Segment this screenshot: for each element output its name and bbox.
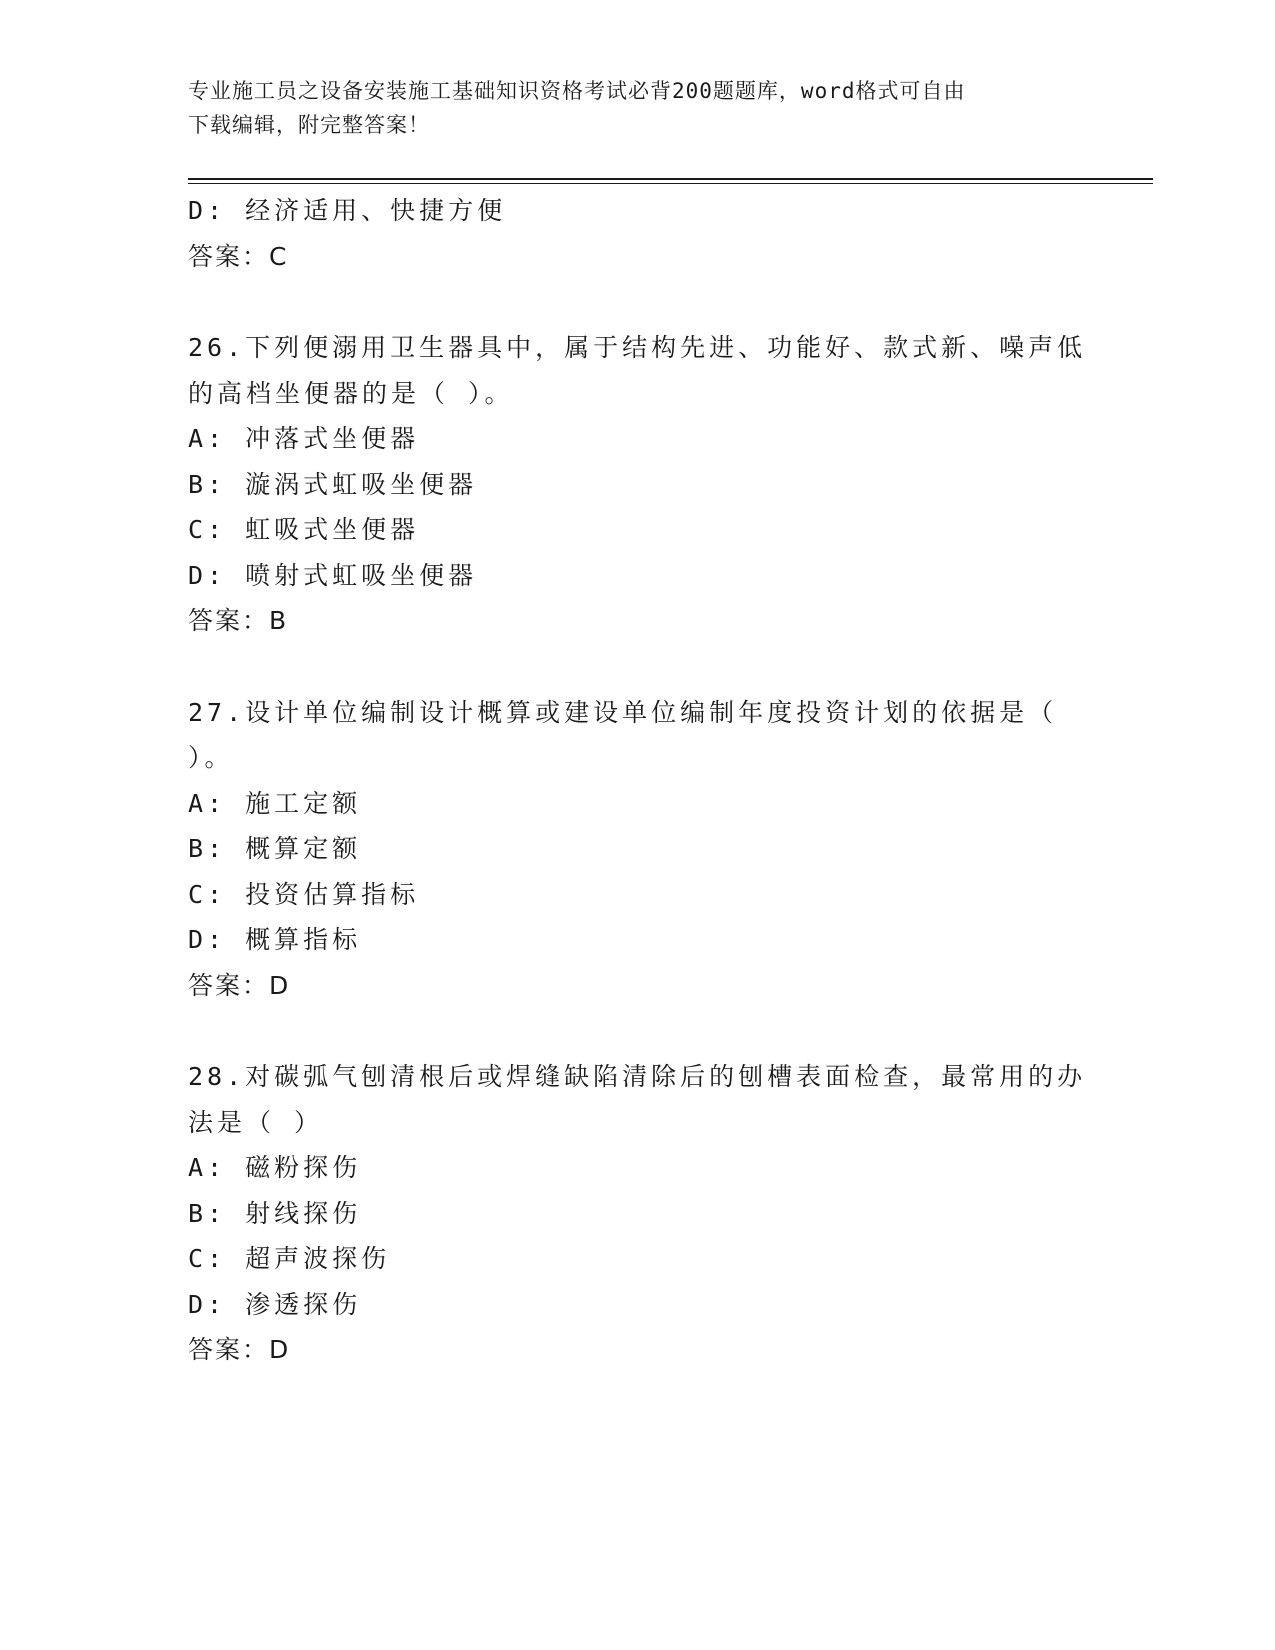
option-c: C: 超声波探伤 [188,1244,391,1273]
option-c: C: 投资估算指标 [188,879,420,909]
option-b: B: 漩涡式虹吸坐便器 [188,469,478,499]
header-line-2: 下载编辑，附完整答案！ [188,113,430,137]
option-a: A: 磁粉探伤 [188,1153,362,1182]
answer-line: 答案：B [188,606,289,635]
question-stem: 28.对碳弧气刨清根后或焊缝缺陷清除后的刨槽表面检查，最常用的办 [188,1062,1087,1091]
option-c: C: 虹吸式坐便器 [188,515,420,544]
previous-question-tail [188,188,1088,279]
question-stem: 26.下列便溺用卫生器具中，属于结构先进、功能好、款式新、噪声低 [188,333,1087,362]
answer-line: 答案：D [188,1335,291,1364]
page-header [188,74,1078,142]
question-27 [188,690,1088,1009]
option-d: D: 渗透探伤 [188,1289,362,1319]
answer-line: 答案：C [188,241,289,271]
option-d: D: 喷射式虹吸坐便器 [188,560,478,590]
header-divider-thick [188,178,1153,180]
question-list [188,188,1088,1373]
question-28 [188,1054,1088,1373]
question-stem: 27.设计单位编制设计概算或建设单位编制年度投资计划的依据是（ [188,697,1058,727]
option-d: D: 概算指标 [188,925,362,954]
header-line-1: 专业施工员之设备安装施工基础知识资格考试必背200题题库，word格式可自由 [188,79,966,103]
question-26 [188,325,1088,644]
option-a: A: 施工定额 [188,788,362,818]
option-d: D: 经济适用、快捷方便 [188,196,507,225]
option-b: B: 射线探伤 [188,1198,362,1228]
option-b: B: 概算定额 [188,834,362,863]
question-stem-continued: 法是（ ） [188,1107,324,1137]
header-divider-thin [188,183,1153,184]
question-stem-continued: ）。 [188,743,234,772]
option-a: A: 冲落式坐便器 [188,424,420,453]
question-stem-continued: 的高档坐便器的是（ ）。 [188,378,514,408]
answer-line: 答案：D [188,970,291,1000]
